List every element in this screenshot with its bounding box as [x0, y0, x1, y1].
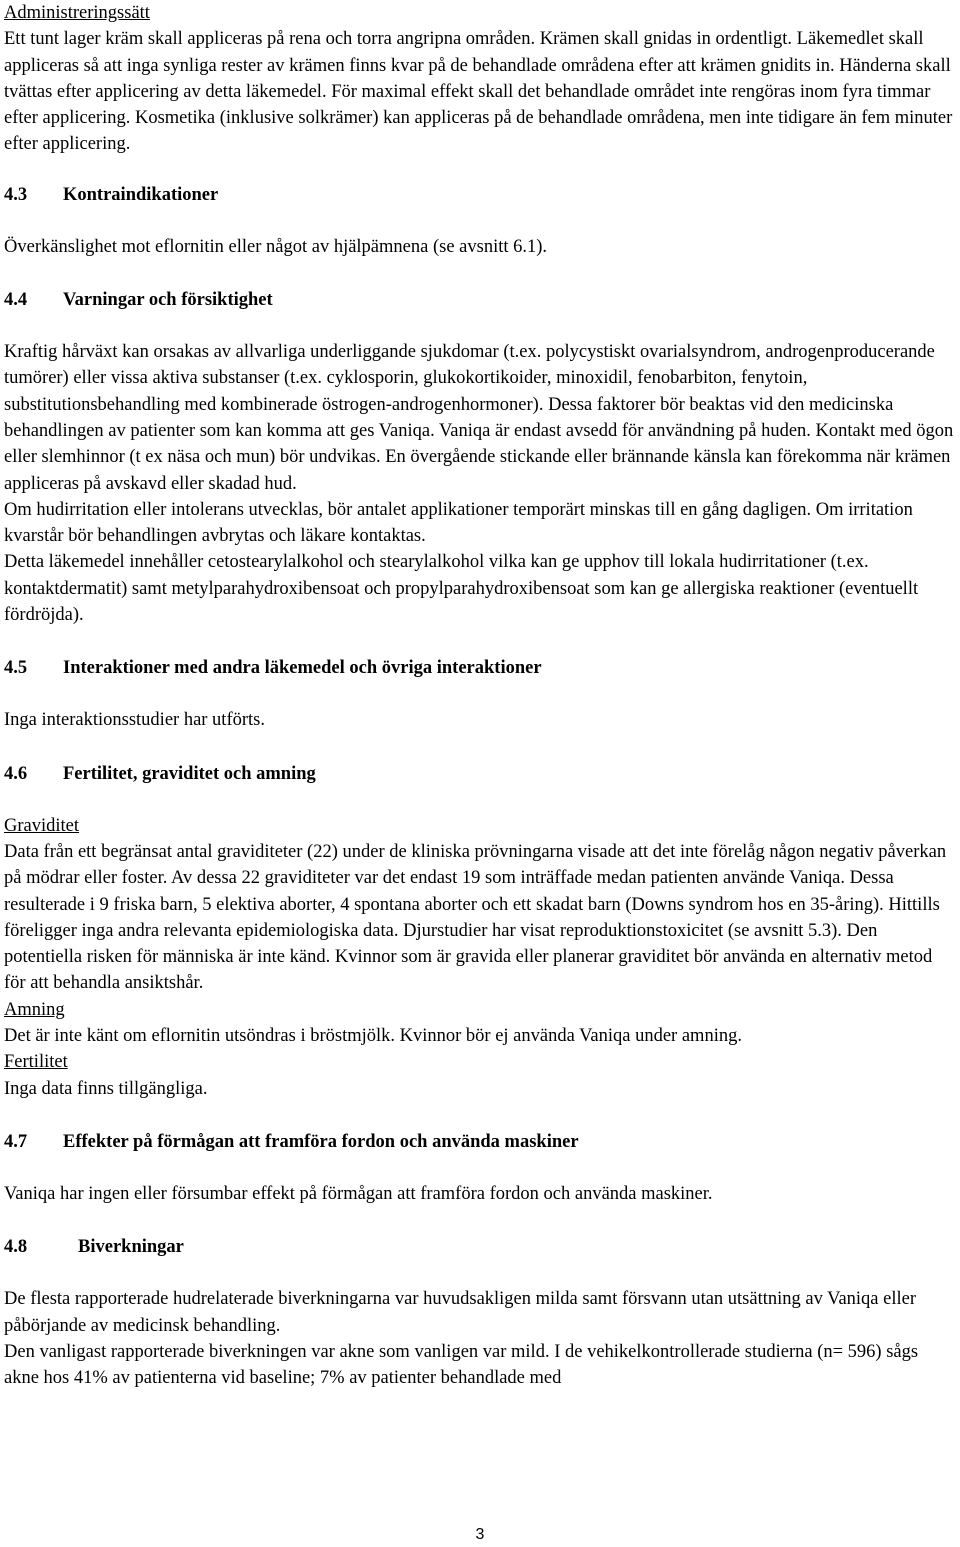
page-number: 3 — [475, 1526, 485, 1543]
section-4-4-paragraph-3: Detta läkemedel innehåller cetostearylalkohol och stearylalkohol vilka kan ge upphov till lokala hudirritationer (t.ex. kontaktdermatit) samt metylparahydroxibensoat och propylparahydroxibensoat som kan ge allergiska reaktioner (eventuellt fördröjda). — [4, 552, 919, 626]
graviditet-text: Data från ett begränsat antal graviditeter (22) under de kliniska prövningarna visade att det inte förelåg någon negativ påverkan på mödrar eller foster. Av dessa 22 graviditeter var det endast 19 som inträffade medan patienten använde Vaniqa. Dessa resulterade i 9 friska barn, 5 elektiva aborter, 4 spontana aborter och ett skadat barn (Downs syndrom hos en 35-åring). Hittills föreligger inga andra relevanta epidemiologiska data. Djurstudier har visat reproduktionstoxicitet (se avsnitt 5.3). Den potentiella risken för människa är inte känd. Kvinnor som är gravida eller planerar graviditet bör använda en alternativ metod för att behandla ansiktshår. — [4, 841, 947, 994]
administrering-text: Ett tunt lager kräm skall appliceras på rena och torra angripna områden. Krämen skall gnidas in ordentligt. Läkemedlet skall appliceras så att inga synliga rester av krämen finns kvar på de behandlade områdena efter att krämen gnidits in. Händerna skall tvättas efter applicering av detta läkemedel. För maximal effekt skall det behandlade området inte rengöras inom fyra timmar efter applicering. Kosmetika (inklusive solkrämer) kan appliceras på de behandlade områdena, men inte tidigare än fem minuter efter applicering. — [4, 29, 953, 155]
amning-heading: Amning — [4, 999, 65, 1020]
document-page — [4, 0, 954, 1391]
section-4-4-heading — [4, 287, 954, 313]
section-4-8-heading — [4, 1234, 954, 1260]
section-title: Varningar och försiktighet — [63, 290, 273, 311]
section-title: Fertilitet, graviditet och amning — [63, 763, 316, 784]
section-number: 4.4 — [4, 290, 28, 311]
section-title: Kontraindikationer — [63, 184, 219, 205]
section-number: 4.6 — [4, 763, 28, 784]
section-4-6-heading — [4, 761, 954, 787]
section-4-3-text: Överkänslighet mot eflornitin eller något av hjälpämnena (se avsnitt 6.1). — [4, 236, 548, 257]
section-4-4-paragraph-2: Om hudirritation eller intolerans utvecklas, bör antalet applikationer temporärt minskas till en gång dagligen. Om irritation kvarstår bör behandlingen avbrytas och läkare kontaktas. — [4, 499, 913, 547]
amning-text: Det är inte känt om eflornitin utsöndras i bröstmjölk. Kvinnor bör ej använda Vaniqa under amning. — [4, 1026, 742, 1047]
fertilitet-heading: Fertilitet — [4, 1052, 68, 1073]
fertilitet-text: Inga data finns tillgängliga. — [4, 1078, 208, 1099]
graviditet-heading: Graviditet — [4, 815, 80, 836]
section-number: 4.3 — [4, 184, 28, 205]
section-title: Interaktioner med andra läkemedel och övriga interaktioner — [63, 658, 542, 679]
administrering-heading: Administreringssätt — [4, 3, 150, 23]
section-4-3-heading — [4, 182, 954, 208]
section-4-5-heading — [4, 655, 954, 681]
section-4-5-text: Inga interaktionsstudier har utförts. — [4, 710, 265, 731]
section-4-7-heading — [4, 1129, 954, 1155]
section-number: 4.5 — [4, 658, 28, 679]
section-4-8-paragraph-1: De flesta rapporterade hudrelaterade biverkningarna var huvudsakligen milda samt försvann utan utsättning av Vaniqa eller påbörjande av medicinsk behandling. — [4, 1289, 917, 1336]
section-number: 4.8 — [4, 1237, 28, 1258]
section-number: 4.7 — [4, 1131, 28, 1152]
section-4-8-paragraph-2: Den vanligast rapporterade biverkningen var akne som vanligen var mild. I de vehikelkontrollerade studierna (n= 596) sågs akne hos 41% av patienterna vid baseline; 7% av patienter behandlade med — [4, 1341, 919, 1389]
section-title: Biverkningar — [78, 1237, 184, 1258]
section-4-4-paragraph-1: Kraftig hårväxt kan orsakas av allvarliga underliggande sjukdomar (t.ex. polycystiskt ovarialsyndrom, androgenproducerande tumörer) eller vissa aktiva substanser (t.ex. cyklosporin, glukokortikoider, minoxidil, fenobarbiton, fenytoin, substitutionsbehandling med kombinerade östrogen-androgenhormoner). Dessa faktorer bör beaktas vid den medicinska behandlingen av patienter som kan komma att ges Vaniqa. Vaniqa är endast avsedd för användning på huden. Kontakt med ögon eller slemhinnor (t ex näsa och mun) bör undvikas. En övergående stickande eller brännande känsla kan förekomma när krämen appliceras på avskavd eller skadad hud. — [4, 342, 954, 494]
section-title: Effekter på förmågan att framföra fordon och använda maskiner — [63, 1131, 579, 1152]
section-4-7-text: Vaniqa har ingen eller försumbar effekt på förmågan att framföra fordon och använda maskiner. — [4, 1183, 713, 1204]
